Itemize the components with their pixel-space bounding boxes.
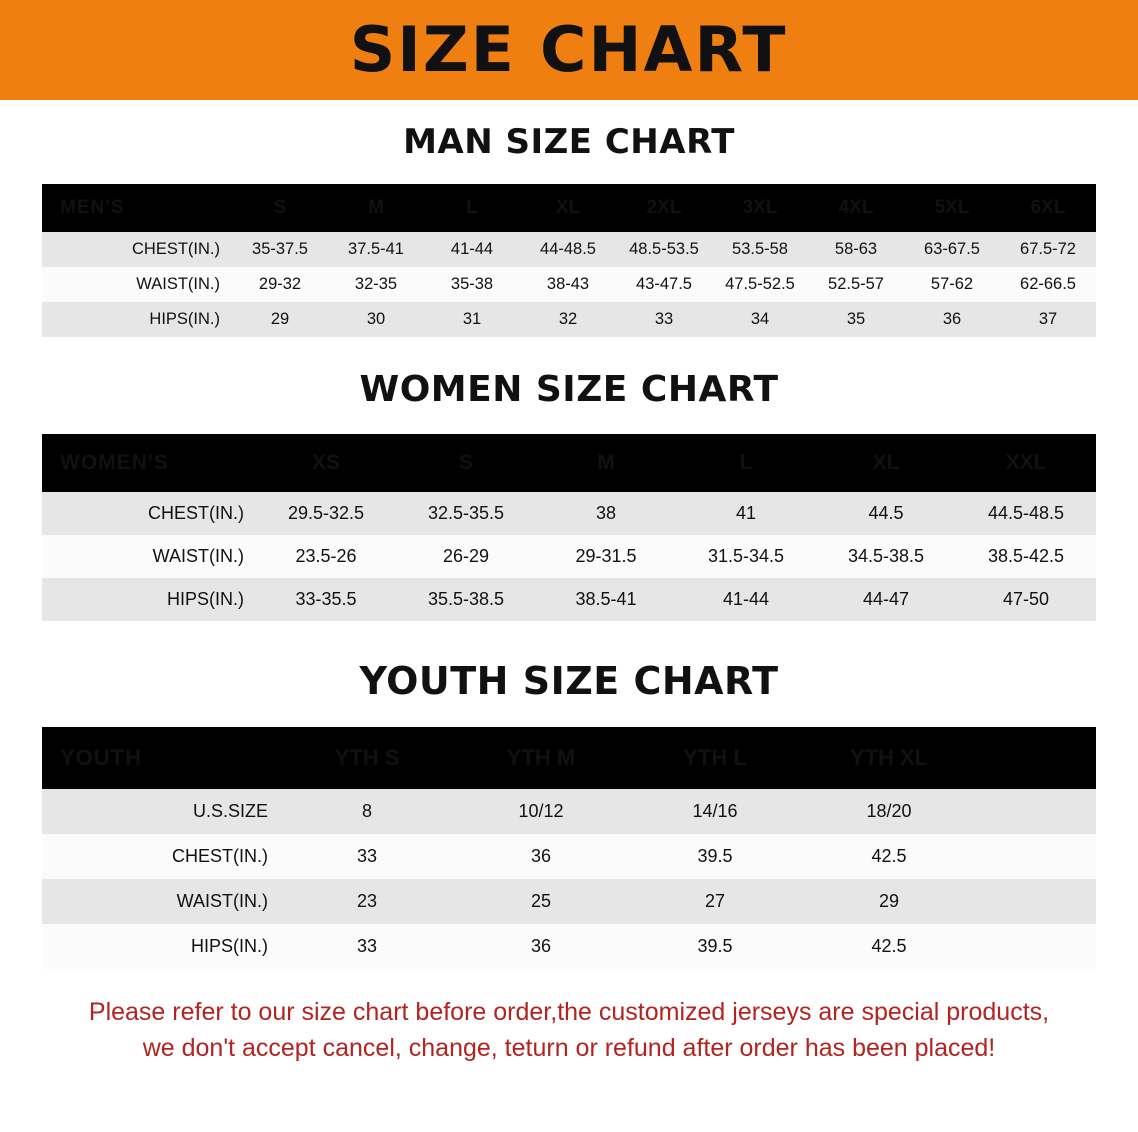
women-cell: 29-31.5	[536, 535, 676, 578]
women-header-size: XXL	[956, 434, 1096, 492]
page-title: SIZE CHART	[350, 13, 788, 86]
women-header-size: XL	[816, 434, 956, 492]
table-row	[42, 535, 1096, 578]
man-header-size: 3XL	[712, 184, 808, 232]
man-size-table-wrapper	[0, 184, 1138, 337]
youth-table-header-row	[42, 727, 1096, 789]
disclaimer-line-1: Please refer to our size chart before order,the customized jerseys are special products,	[88, 998, 1050, 1026]
youth-row-label: CHEST(IN.)	[42, 834, 280, 879]
youth-cell-spacer	[976, 834, 1096, 879]
women-cell: 38.5-41	[536, 578, 676, 621]
youth-cell: 14/16	[628, 789, 802, 834]
man-cell: 57-62	[904, 267, 1000, 302]
women-cell: 44.5	[816, 492, 956, 535]
table-row	[42, 492, 1096, 535]
women-cell: 32.5-35.5	[396, 492, 536, 535]
table-row	[42, 879, 1096, 924]
youth-cell: 10/12	[454, 789, 628, 834]
youth-row-label: U.S.SIZE	[42, 789, 280, 834]
man-cell: 34	[712, 302, 808, 337]
man-cell: 35	[808, 302, 904, 337]
youth-cell: 18/20	[802, 789, 976, 834]
youth-cell: 36	[454, 924, 628, 969]
women-size-table	[42, 434, 1096, 621]
women-cell: 33-35.5	[256, 578, 396, 621]
man-cell: 29	[232, 302, 328, 337]
women-cell: 41-44	[676, 578, 816, 621]
table-row	[42, 924, 1096, 969]
youth-header-size: YTH S	[280, 727, 454, 789]
women-header-size: XS	[256, 434, 396, 492]
man-cell: 35-38	[424, 267, 520, 302]
man-header-size: S	[232, 184, 328, 232]
youth-size-table	[42, 727, 1096, 969]
women-cell: 44-47	[816, 578, 956, 621]
youth-cell: 39.5	[628, 924, 802, 969]
youth-header-size: YTH L	[628, 727, 802, 789]
table-row	[42, 232, 1096, 267]
women-cell: 29.5-32.5	[256, 492, 396, 535]
man-cell: 58-63	[808, 232, 904, 267]
youth-cell: 33	[280, 924, 454, 969]
man-table-header-row	[42, 184, 1096, 232]
man-cell: 41-44	[424, 232, 520, 267]
youth-size-table-wrapper	[0, 727, 1138, 969]
disclaimer-line-2: we don't accept cancel, change, teturn or refund after order has been placed!	[142, 1033, 996, 1062]
women-header-label: WOMEN'S	[42, 434, 256, 492]
youth-cell: 33	[280, 834, 454, 879]
youth-cell-spacer	[976, 879, 1096, 924]
man-header-size: 2XL	[616, 184, 712, 232]
women-cell: 47-50	[956, 578, 1096, 621]
youth-cell: 42.5	[802, 834, 976, 879]
youth-cell: 25	[454, 879, 628, 924]
man-cell: 53.5-58	[712, 232, 808, 267]
table-row	[42, 267, 1096, 302]
man-cell: 47.5-52.5	[712, 267, 808, 302]
man-cell: 30	[328, 302, 424, 337]
man-cell: 52.5-57	[808, 267, 904, 302]
man-cell: 62-66.5	[1000, 267, 1096, 302]
man-size-table	[42, 184, 1096, 337]
man-cell: 31	[424, 302, 520, 337]
women-size-table-wrapper	[0, 434, 1138, 621]
women-header-size: S	[396, 434, 536, 492]
man-cell: 63-67.5	[904, 232, 1000, 267]
women-cell: 38	[536, 492, 676, 535]
man-row-label: WAIST(IN.)	[42, 267, 232, 302]
man-row-label: HIPS(IN.)	[42, 302, 232, 337]
youth-cell: 27	[628, 879, 802, 924]
page-banner	[0, 0, 1138, 100]
youth-header-size: YTH XL	[802, 727, 976, 789]
women-cell: 34.5-38.5	[816, 535, 956, 578]
man-cell: 32-35	[328, 267, 424, 302]
women-cell: 41	[676, 492, 816, 535]
women-cell: 44.5-48.5	[956, 492, 1096, 535]
man-cell: 44-48.5	[520, 232, 616, 267]
table-row	[42, 578, 1096, 621]
man-header-size: 4XL	[808, 184, 904, 232]
youth-row-label: HIPS(IN.)	[42, 924, 280, 969]
women-cell: 23.5-26	[256, 535, 396, 578]
disclaimer-note	[69, 995, 1069, 1066]
women-cell: 38.5-42.5	[956, 535, 1096, 578]
women-table-header-row	[42, 434, 1096, 492]
man-cell: 33	[616, 302, 712, 337]
women-cell: 26-29	[396, 535, 536, 578]
man-cell: 29-32	[232, 267, 328, 302]
man-header-size: 5XL	[904, 184, 1000, 232]
women-row-label: CHEST(IN.)	[42, 492, 256, 535]
man-cell: 32	[520, 302, 616, 337]
youth-cell: 29	[802, 879, 976, 924]
youth-header-label: YOUTH	[42, 727, 280, 789]
man-header-size: 6XL	[1000, 184, 1096, 232]
women-cell: 35.5-38.5	[396, 578, 536, 621]
youth-row-label: WAIST(IN.)	[42, 879, 280, 924]
women-header-size: M	[536, 434, 676, 492]
youth-header-size: YTH M	[454, 727, 628, 789]
women-section-heading: WOMEN SIZE CHART	[359, 369, 779, 410]
man-cell: 43-47.5	[616, 267, 712, 302]
women-row-label: HIPS(IN.)	[42, 578, 256, 621]
man-header-size: L	[424, 184, 520, 232]
man-cell: 37.5-41	[328, 232, 424, 267]
youth-cell: 39.5	[628, 834, 802, 879]
man-header-size: XL	[520, 184, 616, 232]
man-cell: 48.5-53.5	[616, 232, 712, 267]
youth-cell-spacer	[976, 924, 1096, 969]
youth-cell: 42.5	[802, 924, 976, 969]
man-header-size: M	[328, 184, 424, 232]
youth-section-heading: YOUTH SIZE CHART	[359, 659, 779, 703]
man-cell: 38-43	[520, 267, 616, 302]
youth-cell: 8	[280, 789, 454, 834]
man-header-label: MEN'S	[42, 184, 232, 232]
youth-cell: 36	[454, 834, 628, 879]
man-cell: 36	[904, 302, 1000, 337]
man-section-heading: MAN SIZE CHART	[403, 122, 735, 162]
women-header-size: L	[676, 434, 816, 492]
youth-cell: 23	[280, 879, 454, 924]
youth-header-spacer	[976, 727, 1096, 789]
man-cell: 35-37.5	[232, 232, 328, 267]
table-row	[42, 302, 1096, 337]
table-row	[42, 789, 1096, 834]
table-row	[42, 834, 1096, 879]
man-row-label: CHEST(IN.)	[42, 232, 232, 267]
youth-cell-spacer	[976, 789, 1096, 834]
women-row-label: WAIST(IN.)	[42, 535, 256, 578]
man-cell: 37	[1000, 302, 1096, 337]
women-cell: 31.5-34.5	[676, 535, 816, 578]
man-cell: 67.5-72	[1000, 232, 1096, 267]
